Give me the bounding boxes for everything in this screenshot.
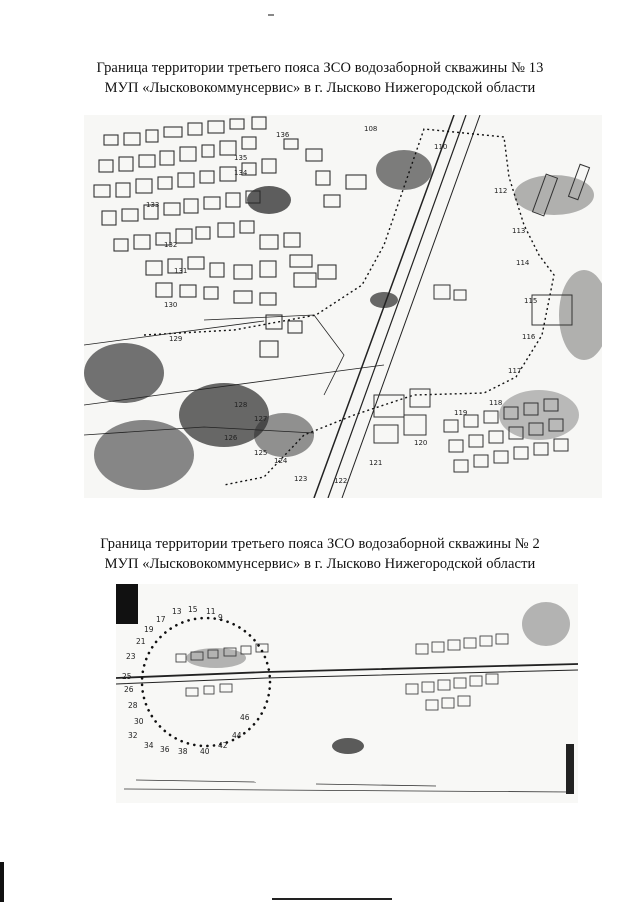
map2-label: 25	[122, 672, 132, 681]
map2-label: 38	[178, 747, 188, 756]
map2-label: 15	[188, 605, 198, 614]
map1-label: 127	[254, 415, 268, 423]
map1-label: 116	[522, 333, 536, 341]
well2-zone-map	[116, 584, 578, 803]
map1-label: 120	[414, 439, 428, 447]
map1-label: 132	[164, 241, 178, 249]
map2-label: 11	[206, 607, 216, 616]
map2-label: 23	[126, 652, 136, 661]
map2-caption-line1: Граница территории третьего пояса ЗСО водозаборной скважины № 2	[100, 536, 540, 552]
map2-label: 28	[128, 701, 138, 710]
map2-label: 46	[240, 713, 250, 722]
map2-caption	[0, 534, 640, 574]
well13-map-image	[84, 115, 602, 498]
map2-label: 17	[156, 615, 166, 624]
map1-caption	[0, 58, 640, 98]
map1-label: 134	[234, 169, 248, 177]
map2-label: 40	[200, 747, 210, 756]
map1-label: 123	[294, 475, 308, 483]
map2-label: 32	[128, 731, 138, 740]
map1-label: 129	[169, 335, 183, 343]
map1-label: 115	[524, 297, 538, 305]
map2-label: 19	[144, 625, 154, 634]
map2-caption-line2: МУП «Лысковокоммунсервис» в г. Лысково Нижегородской области	[104, 556, 536, 572]
map2-label: 21	[136, 637, 146, 646]
scan-speck	[268, 14, 274, 16]
well2-map-image	[116, 584, 578, 803]
well13-zone-map	[84, 115, 602, 498]
map1-label: 119	[454, 409, 468, 417]
map1-label: 113	[512, 227, 526, 235]
map1-label: 136	[276, 131, 290, 139]
map1-label: 131	[174, 267, 188, 275]
map1-label: 112	[494, 187, 508, 195]
map1-label: 118	[489, 399, 503, 407]
map1-label: 124	[274, 457, 288, 465]
binding-mark	[0, 862, 4, 902]
map1-caption-line2: МУП «Лысковокоммунсервис» в г. Лысково Нижегородской области	[104, 80, 536, 96]
map2-label: 30	[134, 717, 144, 726]
map1-label: 110	[434, 143, 448, 151]
map2-label: 36	[160, 745, 170, 754]
map1-label: 135	[234, 154, 248, 162]
map1-label: 130	[164, 301, 178, 309]
map2-label: 42	[218, 741, 228, 750]
map1-label: 122	[334, 477, 348, 485]
map2-label: 9	[218, 613, 223, 622]
map2-label: 44	[232, 731, 242, 740]
map1-label: 114	[516, 259, 530, 267]
map1-label: 128	[234, 401, 248, 409]
map1-label: 126	[224, 434, 238, 442]
map1-label: 108	[364, 125, 378, 133]
map2-label: 34	[144, 741, 154, 750]
bottom-rule	[272, 898, 392, 900]
map2-label: 13	[172, 607, 182, 616]
map2-label: 26	[124, 685, 134, 694]
map1-caption-line1: Граница территории третьего пояса ЗСО водозаборной скважины № 13	[96, 60, 544, 76]
map1-label: 125	[254, 449, 268, 457]
map1-label: 117	[508, 367, 522, 375]
map1-label: 133	[146, 201, 160, 209]
map1-label: 121	[369, 459, 383, 467]
